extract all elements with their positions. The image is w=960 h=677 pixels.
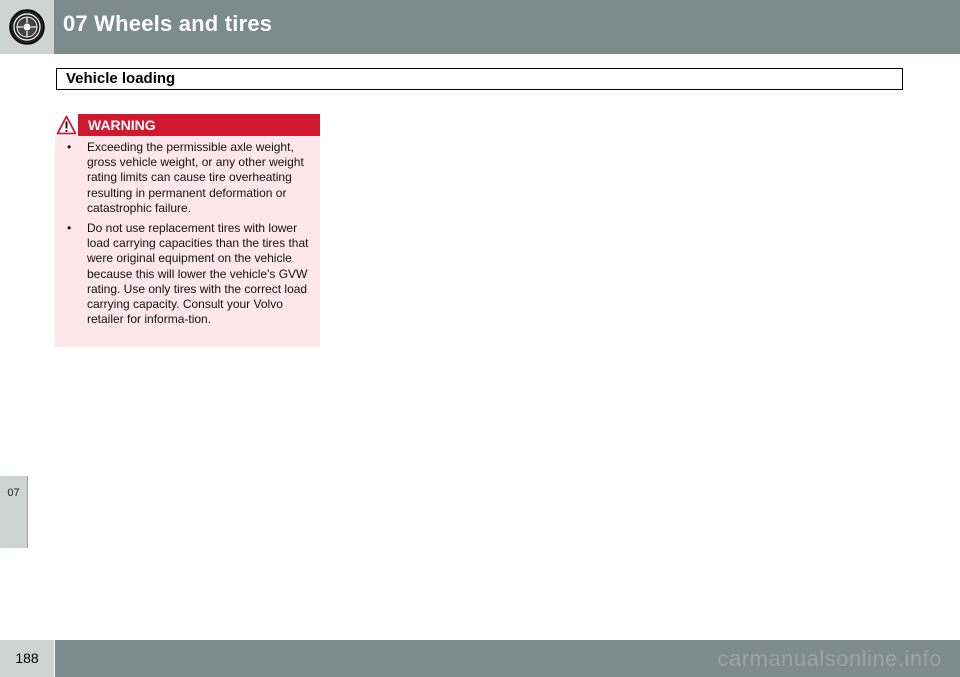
- warning-triangle-icon: [56, 115, 77, 135]
- warning-box: [55, 114, 320, 347]
- bullet-icon: •: [67, 221, 72, 236]
- chapter-icon-box: [0, 0, 54, 54]
- bullet-icon: •: [67, 140, 72, 154]
- tire-icon: [8, 8, 46, 46]
- warning-item-text: Do not use replacement tires with lower load carrying capacities than the tires that were original equipment on the vehicle because this will lower the vehicle's GVW rating. Use only tires with the correct load carrying capacity. Consult your Volvo retailer for informa-tion.: [87, 221, 309, 327]
- watermark: carmanualsonline.info: [717, 646, 942, 671]
- warning-list-item: [55, 221, 320, 327]
- warning-item-text: Exceeding the permissible axle weight, gross vehicle weight, or any other weight rating limits can cause tire overheating resulting in permanent deformation or catastrophic failure.: [87, 140, 304, 215]
- warning-header: [55, 114, 320, 136]
- page-number: 188: [15, 650, 39, 666]
- warning-list: [55, 140, 320, 332]
- section-title: Vehicle loading: [56, 68, 903, 90]
- chapter-side-tab-label: 07: [7, 487, 20, 499]
- warning-icon-wrap: [55, 114, 78, 136]
- warning-list-item: [55, 140, 320, 216]
- warning-title: WARNING: [88, 117, 156, 133]
- chapter-title: 07 Wheels and tires: [63, 11, 273, 36]
